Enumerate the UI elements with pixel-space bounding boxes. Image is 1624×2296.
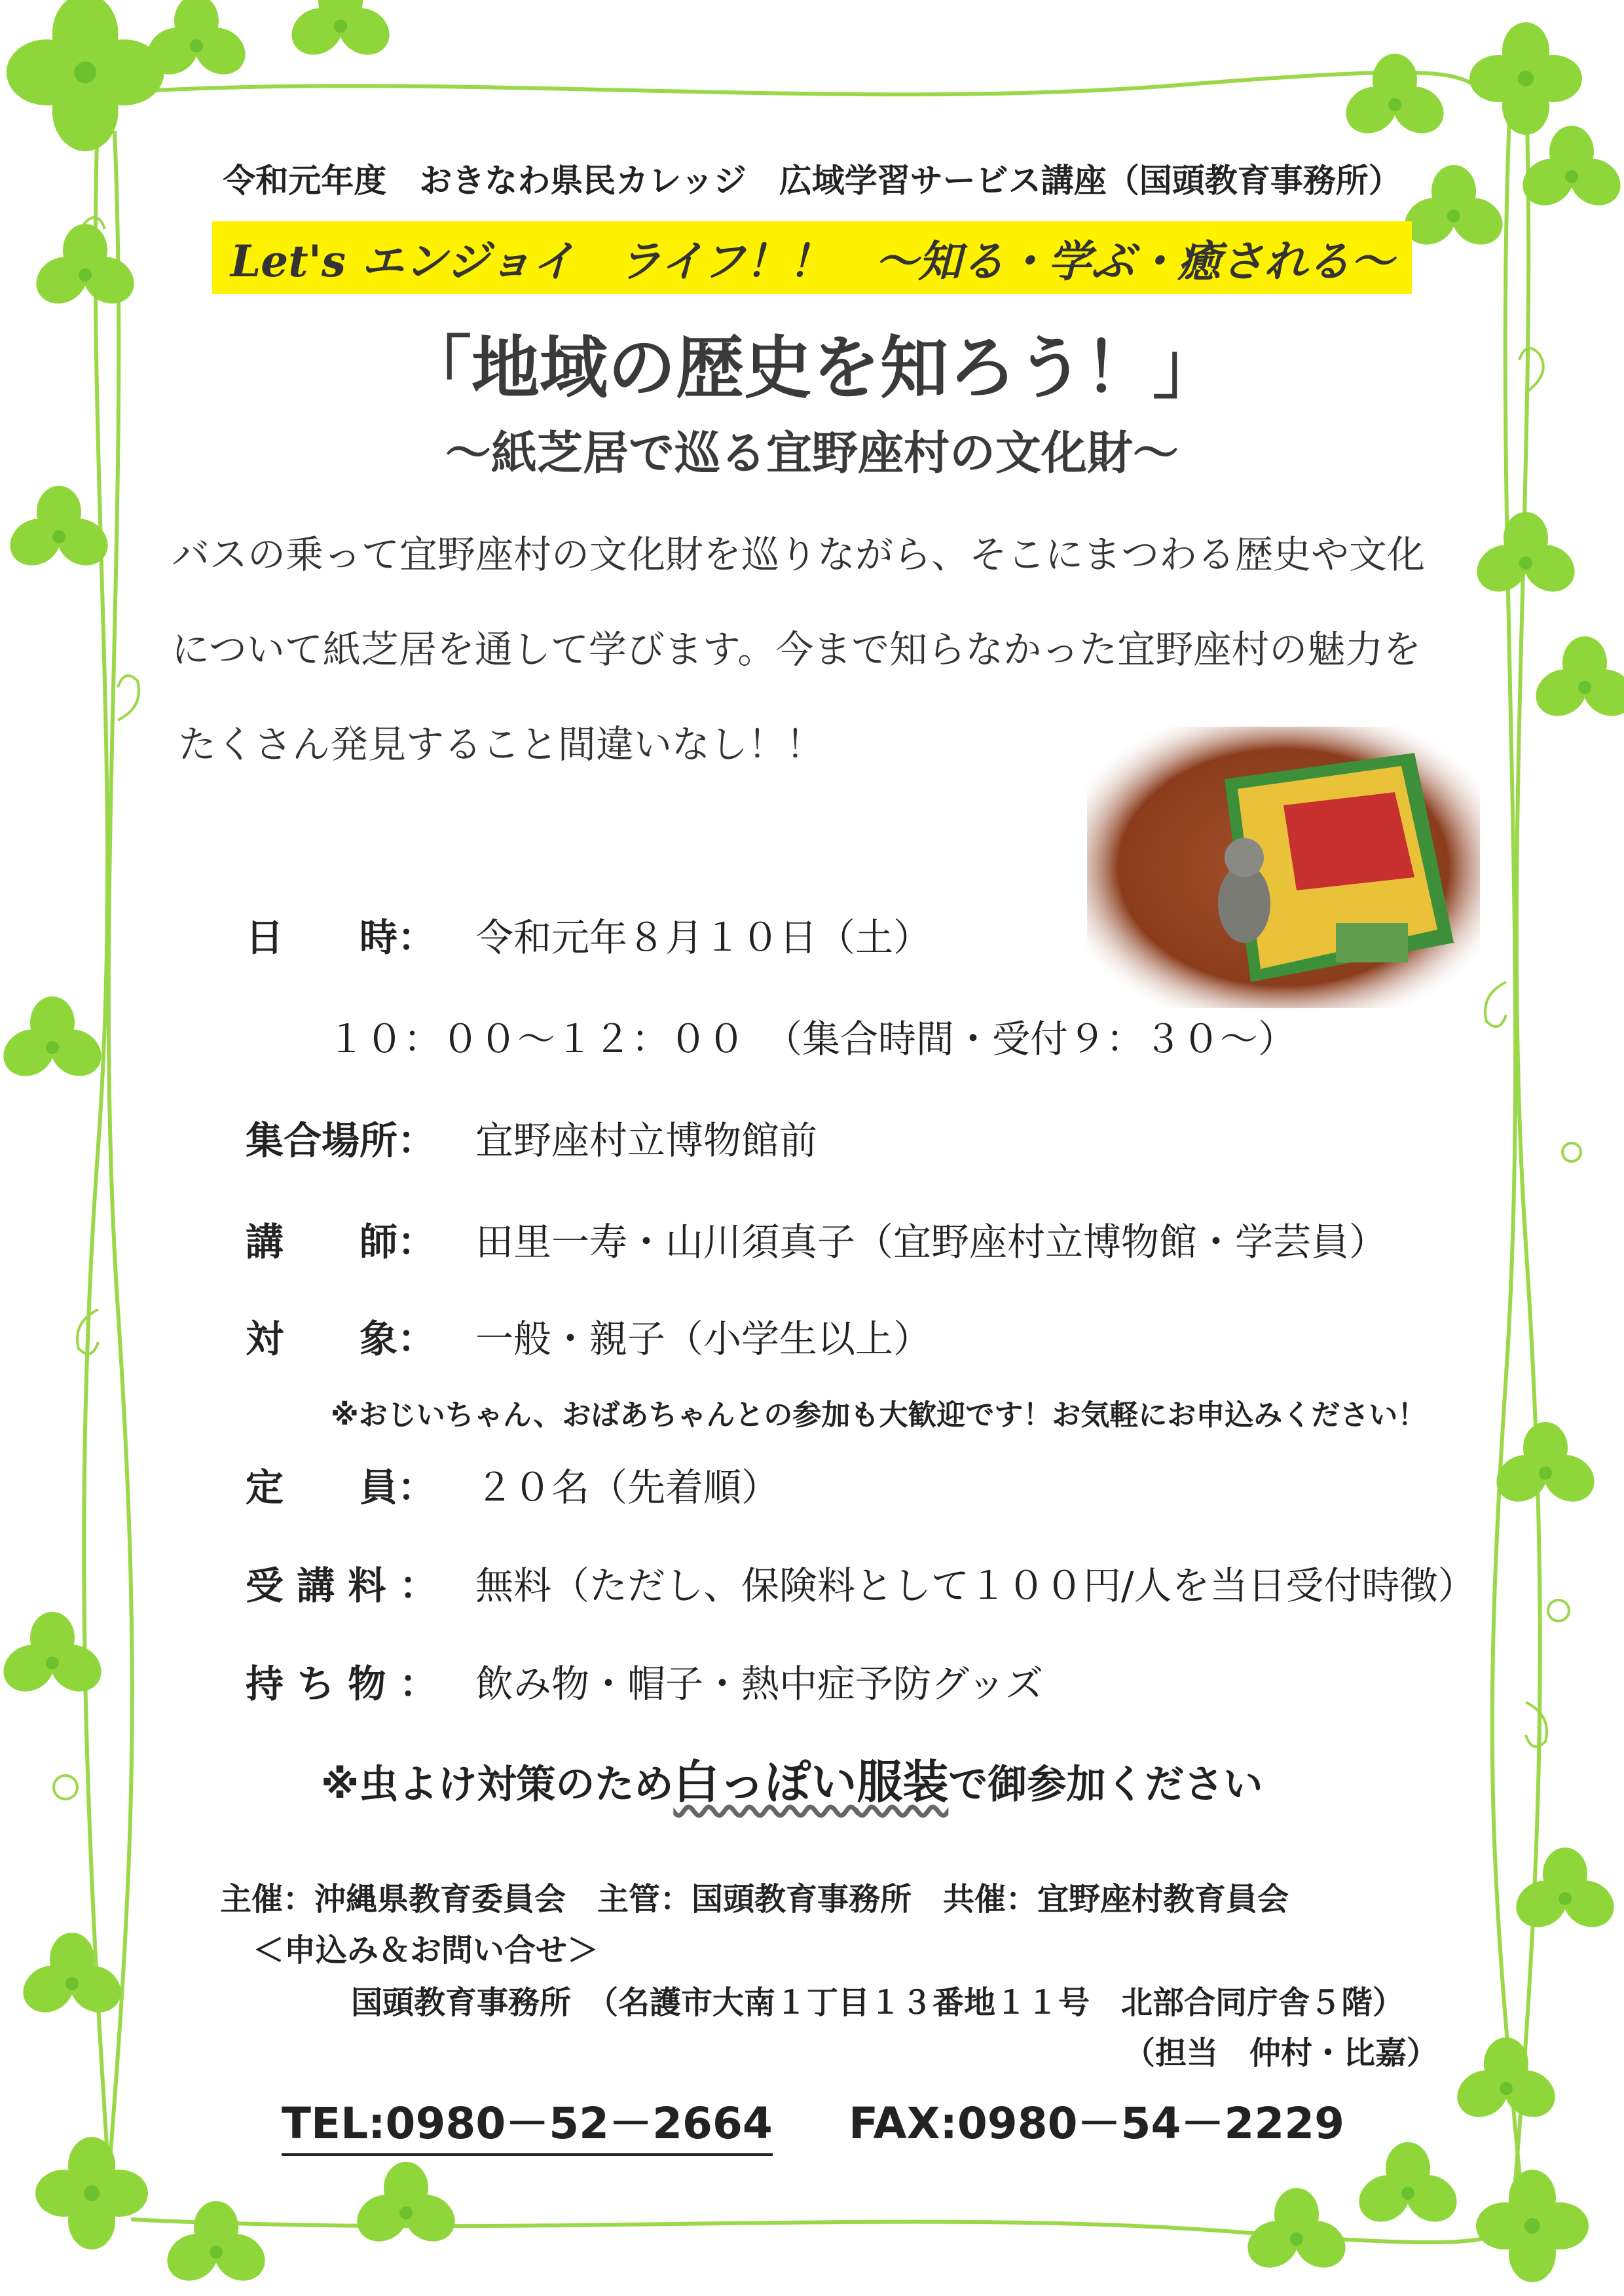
intro-line-3: たくさん発見すること間違いなし！！ bbox=[178, 722, 824, 767]
event-title: 「地域の歴史を知ろう！」 bbox=[403, 328, 1221, 408]
notice-after: で御参加ください bbox=[948, 1762, 1263, 1808]
time-value: １０：００～１２：００ （集合時間・受付９：３０～） bbox=[327, 1017, 1297, 1061]
notice-emphasis-whitish: 白っぽい bbox=[673, 1755, 857, 1809]
items-value: 飲み物・帽子・熱中症予防グッズ bbox=[475, 1662, 1044, 1706]
subtitle-wrap bbox=[0, 221, 1624, 294]
target-label: 対 象： bbox=[246, 1317, 436, 1361]
notice-emphasis-clothes: 服装 bbox=[857, 1755, 949, 1809]
lecturer-value: 田里一寿・山川須真子（宜野座村立博物館・学芸員） bbox=[475, 1220, 1388, 1264]
subtitle-banner: Let's エンジョイ ライフ！！ ～知る・学ぶ・癒される～ bbox=[212, 221, 1412, 294]
datetime-label: 日 時： bbox=[246, 915, 436, 960]
notice-before: ※虫よけ対策のため bbox=[321, 1762, 674, 1808]
capacity-label: 定 員： bbox=[246, 1465, 436, 1510]
kamishibai-photo bbox=[1087, 727, 1480, 1008]
intro-line-1: バスの乗って宜野座村の文化財を巡りながら、そこにまつわる歴史や文化 bbox=[172, 532, 1426, 577]
organizers-line: 主催：沖縄県教育委員会 主管：国頭教育事務所 共催：宜野座村教育員会 bbox=[220, 1881, 1289, 1918]
office-address: 国頭教育事務所 （名護市大南１丁目１３番地１１号 北部合同庁舎５階） bbox=[351, 1984, 1405, 2021]
fee-value: 無料（ただし、保険料として１００円/人を当日受付時徴） bbox=[475, 1563, 1476, 1608]
datetime-value: 令和元年８月１０日（土） bbox=[475, 915, 932, 960]
program-header: 令和元年度 おきなわ県民カレッジ 広域学習サービス講座（国頭教育事務所） bbox=[223, 162, 1401, 200]
fax-number: FAX:0980－54－2229 bbox=[849, 2098, 1345, 2149]
staff-names: （担当 仲村・比嘉） bbox=[1124, 2035, 1439, 2071]
items-label: 持 ち 物 ： bbox=[246, 1662, 437, 1706]
tel-number: TEL:0980－52－2664 bbox=[282, 2088, 773, 2156]
target-note: ※おじいちゃん、おばあちゃんとの参加も大歓迎です！お気軽にお申込みください！ bbox=[331, 1398, 1427, 1432]
contact-heading: ＜申込み＆お問い合せ＞ bbox=[253, 1932, 599, 1969]
target-value: 一般・親子（小学生以上） bbox=[475, 1317, 932, 1361]
intro-line-2: について紙芝居を通して学びます。今まで知らなかった宜野座村の魅力を bbox=[172, 627, 1422, 672]
place-label: 集合場所： bbox=[246, 1118, 436, 1163]
fee-label: 受 講 料 ： bbox=[246, 1563, 437, 1608]
lecturer-label: 講 師： bbox=[246, 1220, 436, 1264]
event-subtitle: ～紙芝居で巡る宜野座村の文化財～ bbox=[445, 426, 1179, 480]
clothing-notice bbox=[321, 1745, 1263, 1812]
capacity-value: ２０名（先着順） bbox=[475, 1465, 780, 1510]
place-value: 宜野座村立博物館前 bbox=[475, 1118, 818, 1163]
